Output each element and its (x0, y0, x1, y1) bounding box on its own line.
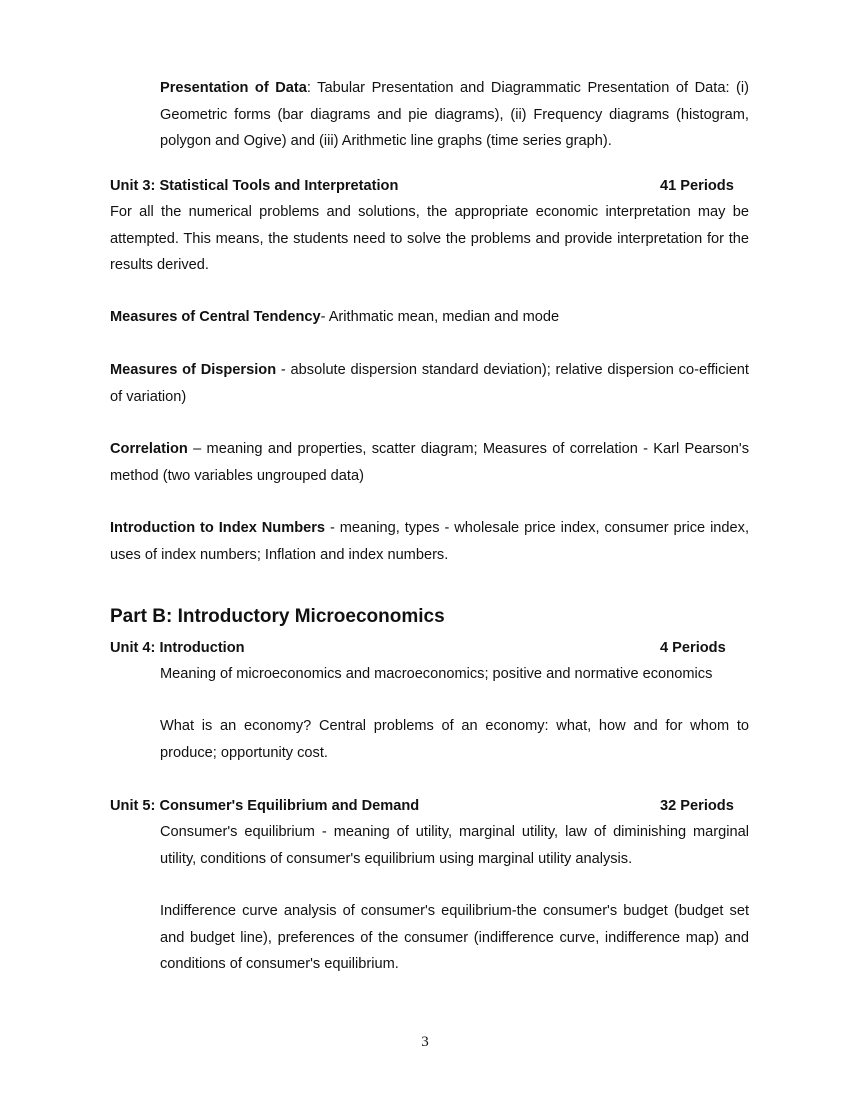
correlation-text: – meaning and properties, scatter diagram; Measures of correlation - Karl Pearson's method (two variables ungrouped data) (110, 441, 749, 484)
central-tendency-heading: Measures of Central Tendency (110, 309, 321, 325)
unit-5-title: Unit 5: Consumer's Equilibrium and Demand (110, 798, 420, 814)
presentation-of-data-paragraph (160, 75, 749, 155)
unit-4-paragraph-1: Meaning of microeconomics and macroeconomics; positive and normative economics (160, 666, 713, 682)
part-b-heading: Part B: Introductory Microeconomics (110, 606, 445, 627)
unit-5-paragraph-1: Consumer's equilibrium - meaning of utility, marginal utility, law of diminishing marginal utility, conditions of consumer's equilibrium using marginal utility analysis. (160, 824, 749, 867)
page-number: 3 (421, 1034, 429, 1050)
index-numbers-paragraph (110, 515, 749, 568)
central-tendency-paragraph (110, 304, 749, 331)
correlation-heading: Correlation (110, 441, 188, 457)
unit-3-title: Unit 3: Statistical Tools and Interpretation (110, 178, 399, 194)
index-numbers-text: - meaning, types - wholesale price index, consumer price index, uses of index numbers; Inflation and index numbers. (110, 520, 750, 563)
dispersion-text: - absolute dispersion standard deviation); relative dispersion co-efficient of variation) (110, 362, 749, 405)
index-numbers-heading: Introduction to Index Numbers (110, 520, 326, 536)
central-tendency-text: - Arithmatic mean, median and mode (320, 309, 560, 325)
unit-5-heading (110, 793, 750, 819)
dispersion-paragraph (110, 357, 749, 410)
presentation-of-data-text: : Tabular Presentation and Diagrammatic Presentation of Data: (i) Geometric forms (bar diagrams and pie diagrams), (ii) Frequency diagrams (histogram, polygon and Ogive) and (iii) Arithmetic line graphs (time series graph). (160, 80, 749, 149)
unit-3-periods: 41 Periods (660, 178, 734, 194)
unit-4-periods: 4 Periods (660, 640, 726, 656)
unit-4-paragraph-2: What is an economy? Central problems of an economy: what, how and for whom to produce; opportunity cost. (160, 718, 749, 761)
unit-4-title: Unit 4: Introduction (110, 640, 245, 656)
unit-4-heading (110, 635, 750, 661)
unit-3-heading (110, 173, 750, 199)
unit-5-paragraph-2: Indifference curve analysis of consumer's equilibrium-the consumer's budget (budget set and budget line), preferences of the consumer (indifference curve, indifference map) and conditions of consumer's equilibrium. (160, 903, 749, 972)
unit-5-periods: 32 Periods (660, 798, 734, 814)
correlation-paragraph (110, 436, 749, 489)
unit-3-intro: For all the numerical problems and solutions, the appropriate economic interpretation may be attempted. This means, the students need to solve the problems and provide interpretation for the results derived. (110, 204, 749, 273)
dispersion-heading: Measures of Dispersion (110, 362, 277, 378)
presentation-of-data-heading: Presentation of Data (160, 80, 307, 96)
